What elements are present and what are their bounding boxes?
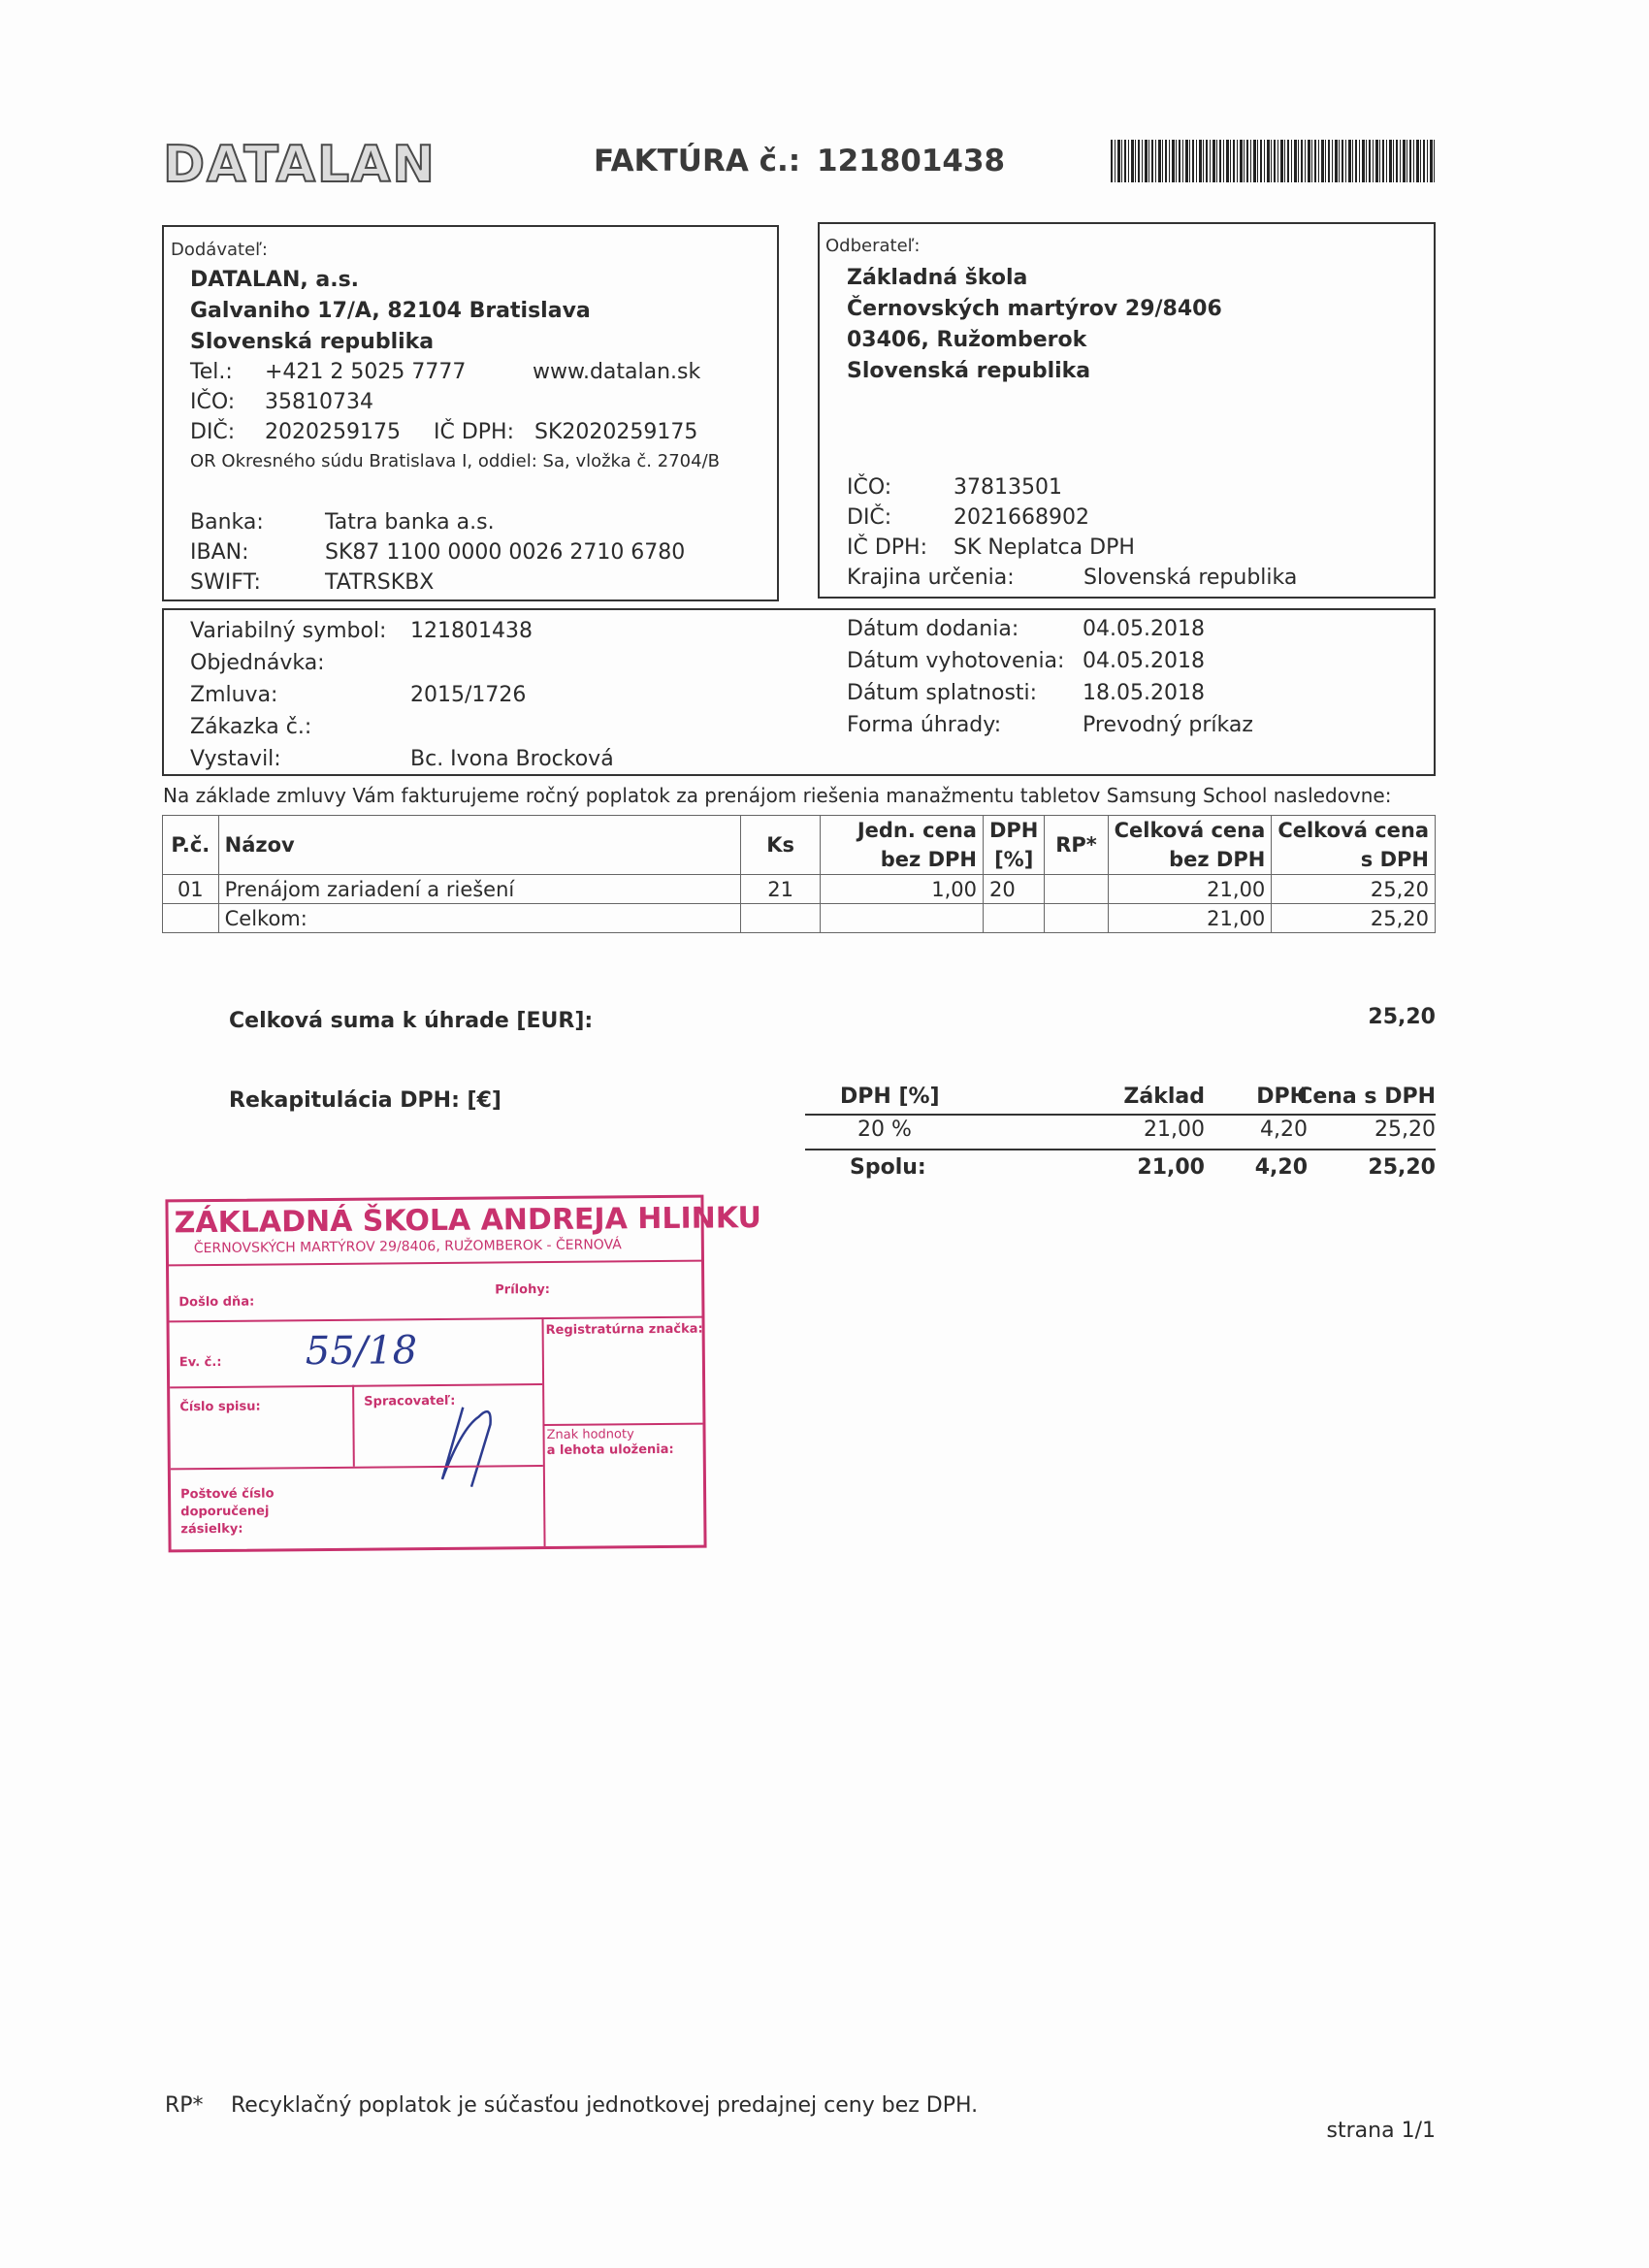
supplier-street: Galvaniho 17/A, 82104 Bratislava	[190, 299, 591, 323]
stamp-postove-3: zásielky:	[180, 1521, 243, 1538]
stamp-cislo-spisu: Číslo spisu:	[179, 1399, 261, 1415]
zakazka-label: Zákazka č.:	[190, 715, 312, 739]
customer-krajina: Slovenská republika	[1083, 566, 1298, 590]
stamp-line-3	[170, 1383, 542, 1388]
footnote-rp-label: RP*	[165, 2093, 204, 2118]
total-empty-4	[983, 904, 1044, 933]
stamp-reg: Registratúrna značka:	[545, 1321, 703, 1339]
items-table	[162, 815, 1436, 933]
total-empty-3	[821, 904, 984, 933]
col-celk-bez-line2: bez DPH	[1169, 848, 1266, 871]
col-pc: P.č.	[163, 816, 219, 875]
objednavka-label: Objednávka:	[190, 651, 325, 675]
col-celk-s-line1: Celková cena	[1277, 819, 1429, 842]
total-empty-5	[1045, 904, 1108, 933]
supplier-ico: 35810734	[265, 390, 373, 414]
total-due-label: Celková suma k úhrade [EUR]:	[229, 1009, 594, 1033]
invoice-meta-box	[162, 608, 1436, 776]
supplier-iban-label: IBAN:	[190, 540, 249, 565]
row-nazov: Prenájom zariadení a riešení	[218, 875, 740, 904]
col-nazov: Názov	[218, 816, 740, 875]
vystavil-value: Bc. Ivona Brocková	[410, 747, 614, 771]
stamp-znak-1: Znak hodnoty	[546, 1427, 634, 1443]
col-dph-line2: [%]	[994, 848, 1034, 871]
stamp-postove-1: Poštové číslo	[180, 1486, 275, 1503]
customer-icdph-label: IČ DPH:	[847, 535, 928, 560]
recap-col-dph: DPH [%]	[840, 1085, 940, 1109]
dodanie-value: 04.05.2018	[1083, 617, 1205, 641]
uhrada-label: Forma úhrady:	[847, 713, 1002, 737]
intro-text: Na základe zmluvy Vám fakturujeme ročný poplatok za prenájom riešenia manažmentu tabletov Samsung School nasledovne:	[163, 784, 1392, 807]
customer-street: Černovských martýrov 29/8406	[847, 297, 1222, 321]
row-jedn: 1,00	[821, 875, 984, 904]
stamp-znak-2: a lehota uloženia:	[546, 1442, 674, 1459]
supplier-swift: TATRSKBX	[325, 570, 435, 595]
customer-icdph: SK Neplatca DPH	[954, 535, 1135, 560]
col-dph	[983, 816, 1044, 875]
row-dph: 20	[983, 875, 1044, 904]
stamp-spracovatel: Spracovateľ:	[364, 1393, 456, 1409]
supplier-iban: SK87 1100 0000 0026 2710 6780	[325, 540, 686, 565]
supplier-tel: +421 2 5025 7777	[265, 360, 467, 384]
customer-krajina-label: Krajina určenia:	[847, 566, 1015, 590]
col-jedn	[821, 816, 984, 875]
customer-ico-label: IČO:	[847, 475, 892, 500]
recap-total-rule	[805, 1149, 1436, 1150]
recap-row-dph: 20 %	[857, 1118, 912, 1142]
spolu-dph-amount: 4,20	[1254, 1155, 1308, 1180]
recap-col-cena: Cena s DPH	[1297, 1085, 1436, 1109]
stamp-prilohy: Prílohy:	[495, 1281, 551, 1298]
recap-row-cena: 25,20	[1374, 1118, 1436, 1142]
zmluva-label: Zmluva:	[190, 683, 278, 707]
customer-ico: 37813501	[954, 475, 1062, 500]
supplier-name: DATALAN, a.s.	[190, 268, 360, 292]
customer-heading: Odberateľ:	[825, 236, 921, 256]
col-jedn-line1: Jedn. cena	[857, 819, 977, 842]
supplier-box	[162, 225, 779, 601]
total-label: Celkom:	[218, 904, 740, 933]
supplier-register: OR Okresného súdu Bratislava I, oddiel: Sa, vložka č. 2704/B	[190, 451, 720, 471]
col-ks: Ks	[740, 816, 821, 875]
items-header-row	[163, 816, 1436, 875]
customer-name: Základná škola	[847, 266, 1028, 290]
recap-table	[805, 1081, 1436, 1187]
col-celk-bez	[1108, 816, 1272, 875]
supplier-dic: 2020259175	[265, 420, 401, 444]
stamp-postove-2: doporučenej	[180, 1504, 270, 1520]
recap-row-dph-amount: 4,20	[1260, 1118, 1308, 1142]
stamp-subtitle: ČERNOVSKÝCH MARTÝROV 29/8406, RUŽOMBEROK - ČERNOVÁ	[193, 1237, 622, 1257]
splatnost-label: Dátum splatnosti:	[847, 681, 1038, 705]
vyhotovenie-label: Dátum vyhotovenia:	[847, 649, 1065, 673]
customer-dic-label: DIČ:	[847, 505, 892, 530]
handwritten-signature	[403, 1389, 520, 1497]
stamp-evc: Ev. č.:	[178, 1354, 222, 1371]
total-due-value: 25,20	[1368, 1005, 1436, 1029]
spolu-label: Spolu:	[850, 1155, 926, 1180]
invoice-number: 121801438	[817, 144, 1006, 178]
vyhotovenie-value: 04.05.2018	[1083, 649, 1205, 673]
supplier-dic-label: DIČ:	[190, 420, 236, 444]
barcode	[1111, 140, 1437, 182]
col-celk-bez-line1: Celková cena	[1114, 819, 1266, 842]
dodanie-label: Dátum dodania:	[847, 617, 1019, 641]
total-empty-2	[740, 904, 821, 933]
stamp-title: ZÁKLADNÁ ŠKOLA ANDREJA HLINKU	[174, 1201, 761, 1241]
supplier-icdph-label: IČ DPH:	[434, 420, 515, 444]
supplier-web: www.datalan.sk	[533, 360, 701, 384]
stamp-vline-mid	[352, 1385, 355, 1467]
stamp-line-1	[169, 1260, 701, 1267]
splatnost-value: 18.05.2018	[1083, 681, 1205, 705]
customer-box	[818, 222, 1436, 599]
col-rp: RP*	[1045, 816, 1108, 875]
stamp-vline-right	[541, 1317, 545, 1546]
customer-dic: 2021668902	[954, 505, 1089, 530]
datalan-logo: DATALAN	[163, 136, 436, 194]
row-pc: 01	[163, 875, 219, 904]
recap-row-zaklad: 21,00	[1144, 1118, 1205, 1142]
recap-header-rule	[805, 1114, 1436, 1116]
invoice-title-label: FAKTÚRA č.:	[594, 144, 801, 178]
stamp-line-4	[542, 1423, 702, 1426]
row-rp	[1045, 875, 1108, 904]
supplier-icdph: SK2020259175	[534, 420, 698, 444]
zmluva-value: 2015/1726	[410, 683, 527, 707]
supplier-bank: Tatra banka a.s.	[325, 510, 495, 535]
total-celk-s: 25,20	[1272, 904, 1436, 933]
stamp-evc-handwritten: 55/18	[305, 1328, 418, 1375]
recap-label: Rekapitulácia DPH: [€]	[229, 1088, 501, 1113]
supplier-ico-label: IČO:	[190, 390, 236, 414]
total-empty-1	[163, 904, 219, 933]
school-registry-stamp	[165, 1195, 761, 1553]
col-celk-s-line2: s DPH	[1360, 848, 1429, 871]
col-dph-line1: DPH	[988, 819, 1039, 842]
vs-value: 121801438	[410, 619, 533, 643]
recap-col-dph-amount: DPH	[1256, 1085, 1308, 1109]
supplier-heading: Dodávateľ:	[171, 240, 268, 260]
page-number: strana 1/1	[1326, 2119, 1436, 2143]
total-celk-bez: 21,00	[1108, 904, 1272, 933]
table-row	[163, 875, 1436, 904]
vs-label: Variabilný symbol:	[190, 619, 387, 643]
row-celk-bez: 21,00	[1108, 875, 1272, 904]
spolu-cena: 25,20	[1368, 1155, 1436, 1180]
row-celk-s: 25,20	[1272, 875, 1436, 904]
recap-col-zaklad: Základ	[1123, 1085, 1205, 1109]
customer-city: 03406, Ružomberok	[847, 328, 1087, 352]
row-ks: 21	[740, 875, 821, 904]
supplier-swift-label: SWIFT:	[190, 570, 261, 595]
stamp-doslo: Došlo dňa:	[178, 1294, 255, 1311]
footnote-rp-text: Recyklačný poplatok je súčasťou jednotkovej predajnej ceny bez DPH.	[231, 2093, 979, 2118]
col-celk-s	[1272, 816, 1436, 875]
supplier-country: Slovenská republika	[190, 330, 435, 354]
spolu-zaklad: 21,00	[1137, 1155, 1205, 1180]
col-jedn-line2: bez DPH	[880, 848, 977, 871]
vystavil-label: Vystavil:	[190, 747, 281, 771]
customer-country: Slovenská republika	[847, 359, 1091, 383]
supplier-tel-label: Tel.:	[190, 360, 233, 384]
supplier-bank-label: Banka:	[190, 510, 264, 535]
total-row	[163, 904, 1436, 933]
uhrada-value: Prevodný príkaz	[1083, 713, 1253, 737]
